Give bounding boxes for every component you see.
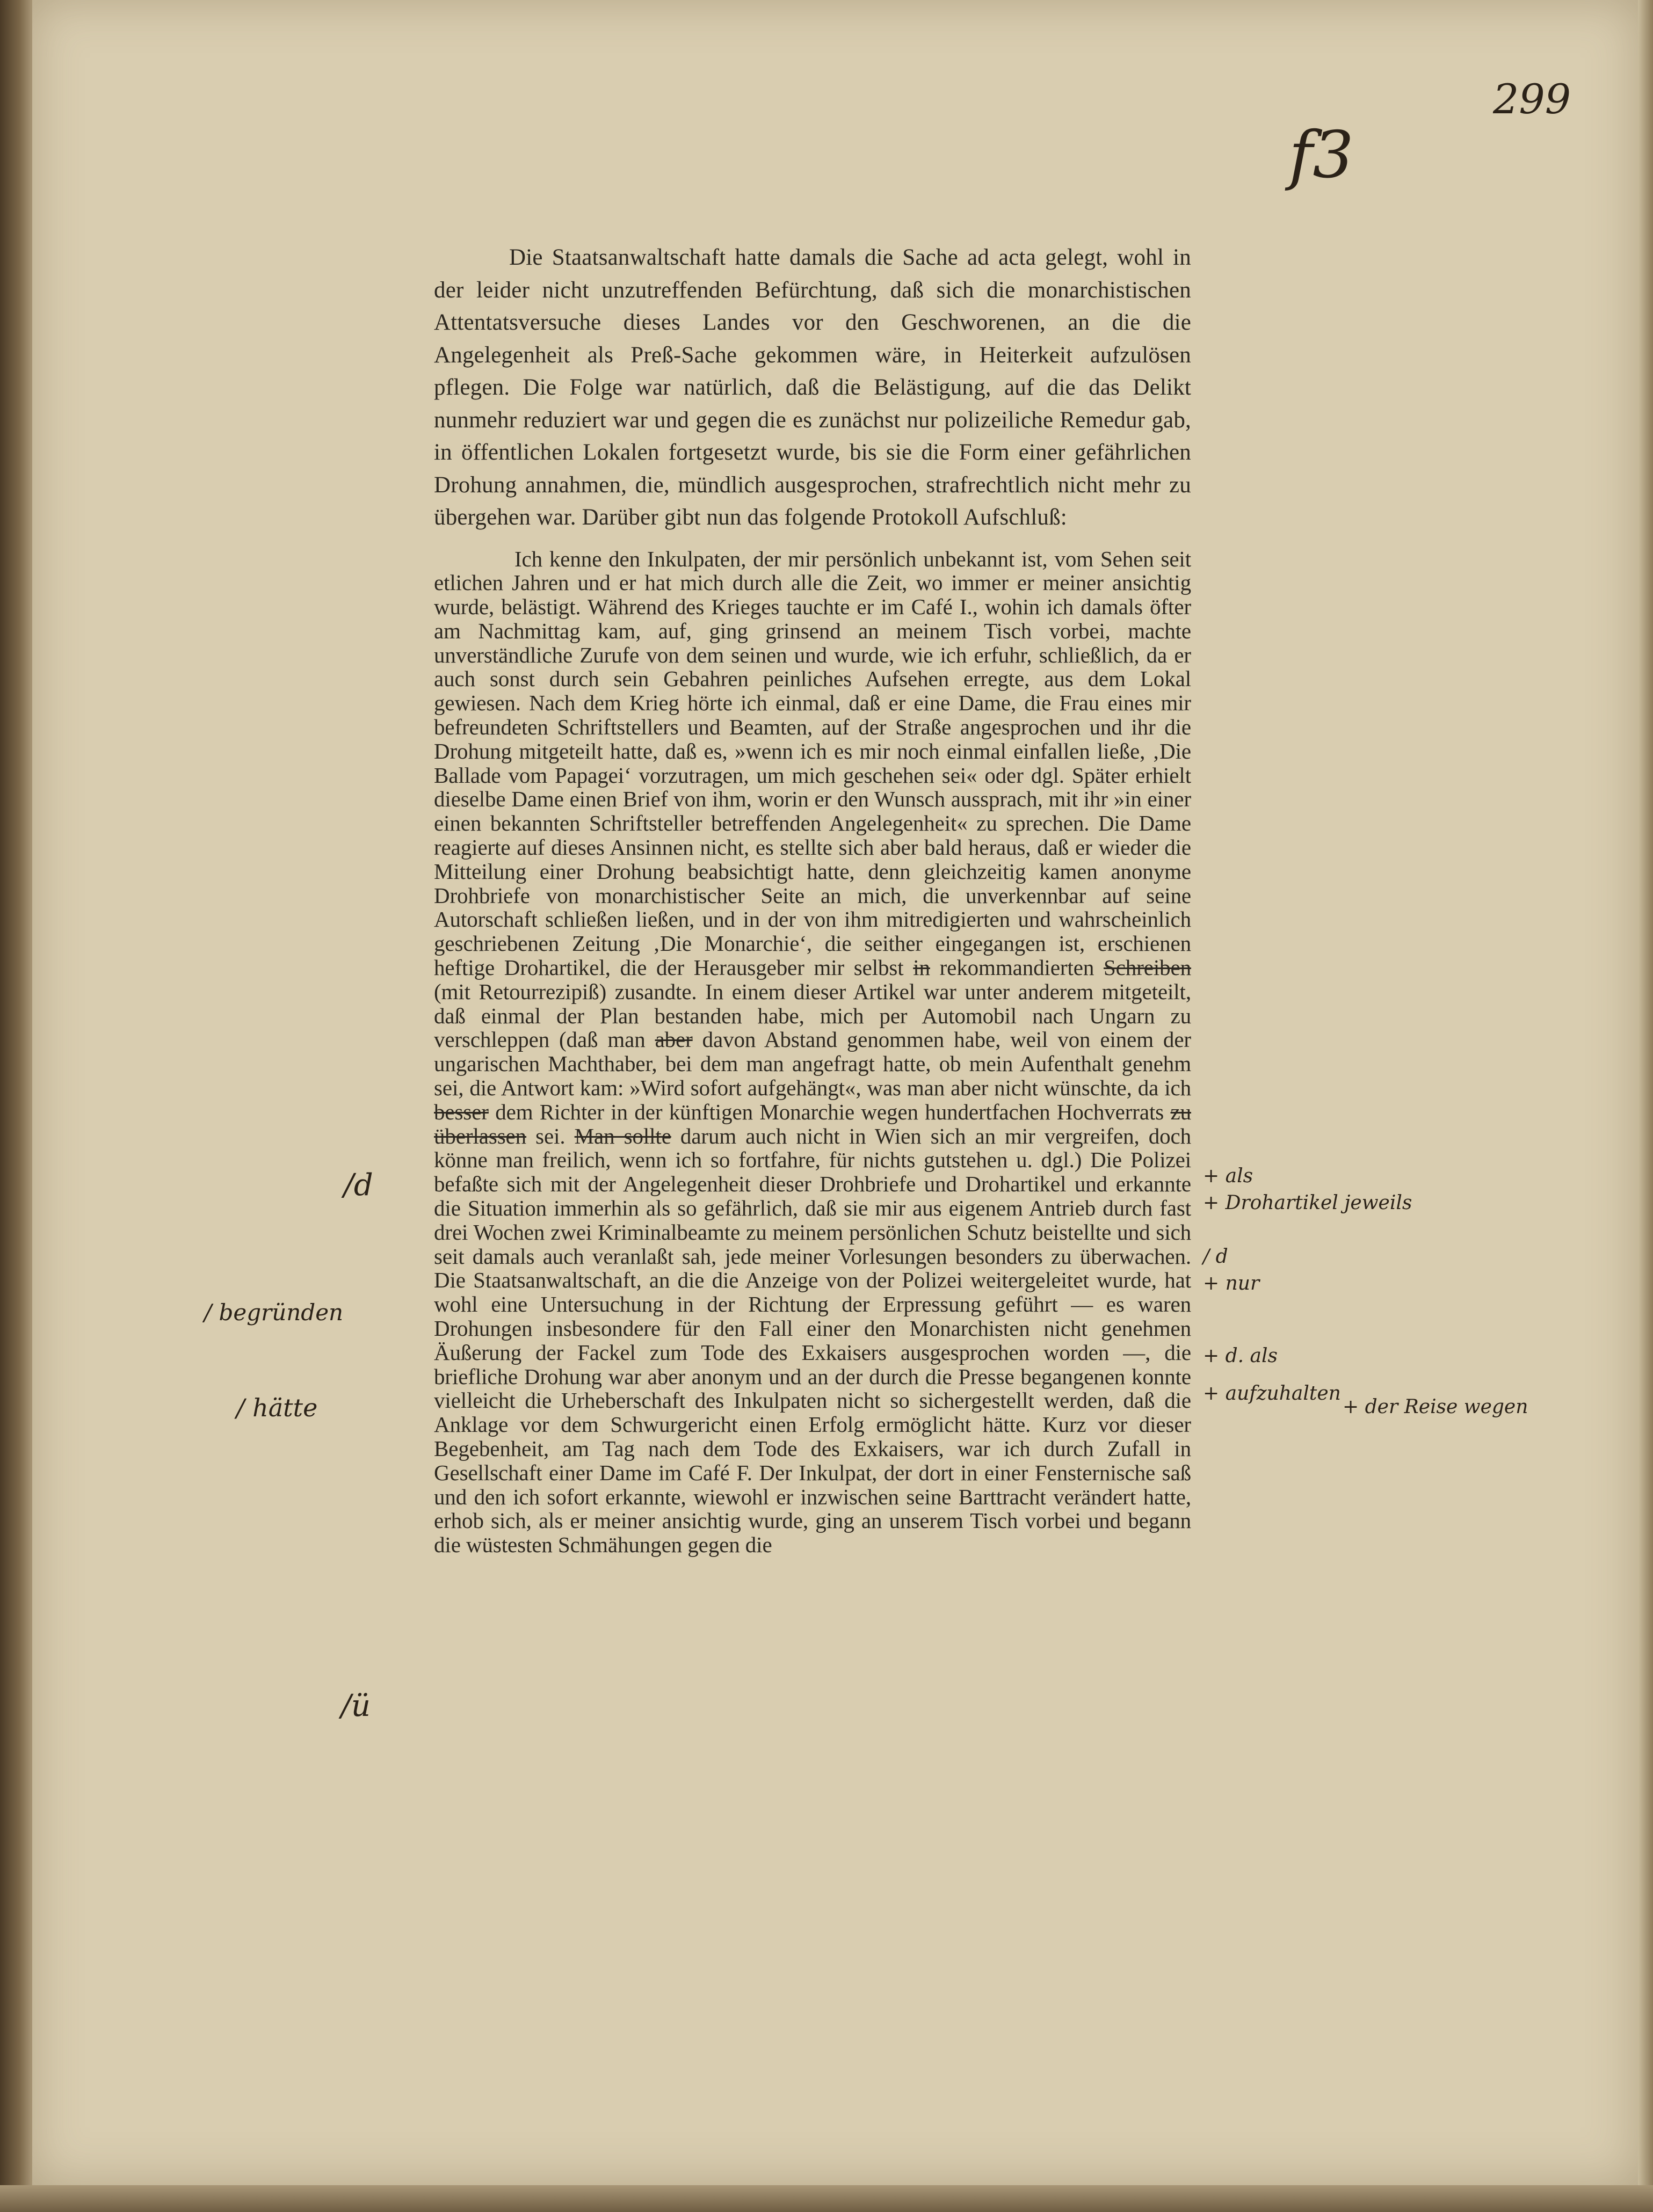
- protocol-text: (mit Retourrezipiß) zusandte. In einem dieser Artikel war unter anderem mitgeteilt, daß einmal der Plan bestanden habe, mich per Automobil nach Ungarn zu verschleppen: [434, 979, 1191, 1052]
- protocol-text: darum auch nicht in Wien sich an mir vergreifen, doch könne man freilich, wenn ich so fortfahre, für nichts gutstehen u. dgl.) Die Polizei befaßte sich mit der Angelegenheit dieser Drohbriefe und Drohartikel und erkannte die Situation immerhin als so gefährlich, daß sie mir aus eigenem Antrieb durch fast drei Wochen zwei Kriminalbeamte zu meinem persönlichen Schutz beistellte und sich seit damals auch veranlaßt sah, jede meiner Vorlesungen besonders zu überwachen. Die Staatsanwaltschaft, an die die Anzeige von der Polizei weitergeleitet wurde, hat wohl eine Untersuchung in der Richtung der Erpressung geführt — es waren Drohungen insbesondere für den Fall einer den Monarchisten nicht genehmen Äußerung der Fackel zum Tode des Exkaisers ausgesprochen worden —, die briefliche Drohung war aber anonym und an der durch die Presse begangenen konnte vielleicht die Urheberschaft des Inkulpaten nicht so sichergestellt werden, daß die Anklage vor dem Schwurgericht einen Erfolg ermöglicht hätte. Kurz vor dieser Begebenheit, am Tag nach dem Tode des Exkaisers, war ich durch Zufall in Gesellschaft einer Dame im Café F. Der Inkulpat, der dort in einer Fensternische saß und den ich sofort erkannte, wiewohl er inzwischen seine Barttracht verändert hatte, erhob sich, als er meiner ansichtig wurde, ging an unserem Tisch vorbei und begann die wüstesten Schmähungen gegen die: [434, 1123, 1192, 1558]
- margin-note-right: + nur: [1203, 1272, 1260, 1294]
- protocol-paragraph: [434, 547, 1191, 1557]
- intro-paragraph: Die Staatsanwaltschaft hatte damals die Sache ad acta gelegt, wohl in der leider nicht unzutreffenden Befürchtung, daß sich die monarchistischen Attentatsversuche dieses Landes vor den Geschworenen, an die die Angelegenheit als Preß-Sache gekommen wäre, in Heiterkeit aufzulösen pflegen. Die Folge war natürlich, daß die Belästigung, auf die das Delikt nunmehr reduziert war und gegen die es zunächst nur polizeiliche Remedur gab, in öffentlichen Lokalen fortgesetzt wurde, bis sie die Form einer gefährlichen Drohung annahmen, die, mündlich ausgesprochen, strafrechtlich nicht mehr zu übergehen war. Darüber gibt nun das folgende Protokoll Aufschluß:: [434, 245, 1191, 530]
- margin-note-right: + aufzuhalten: [1203, 1382, 1341, 1405]
- struck-word: aber: [655, 1027, 693, 1052]
- protocol-text: davon Abstand genommen habe, weil von einem der ungarischen Machthaber, bei dem man angefragt hatte, ob mein Aufenthalt genehm sei, die Antwort kam: »Wird sofort aufgehängt«, was man aber nicht wünschte, da ich: [434, 1027, 1191, 1101]
- protocol-text: rekommandierten: [939, 955, 1094, 980]
- page-edge-bottom: [0, 2185, 1653, 2212]
- handwritten-page-number: 299: [1493, 75, 1571, 123]
- struck-word: Man sollte: [574, 1123, 671, 1148]
- struck-word: zu überlassen: [434, 1099, 1191, 1148]
- protocol-text: sei.: [535, 1123, 566, 1148]
- margin-note-right: + als: [1203, 1165, 1253, 1187]
- page-edge-right: [1638, 0, 1653, 2212]
- margin-note-left: /d: [344, 1168, 373, 1203]
- protocol-text: dem Richter in der künftigen Monarchie wegen hundertfachen Hochverrats: [495, 1099, 1164, 1124]
- struck-word: in: [913, 955, 930, 980]
- margin-note-left: /ü: [341, 1689, 371, 1723]
- struck-word: Schreiben: [1103, 955, 1192, 980]
- margin-note-right: + d. als: [1203, 1345, 1278, 1367]
- handwritten-top-mark: f3: [1289, 118, 1354, 193]
- margin-note-right: + der Reise wegen: [1343, 1396, 1528, 1418]
- margin-note-left: / hätte: [236, 1393, 318, 1422]
- margin-note-left: / begründen: [204, 1299, 344, 1326]
- protocol-text: (daß man: [559, 1027, 646, 1052]
- struck-word: besser: [434, 1099, 489, 1124]
- margin-note-right: / d: [1203, 1246, 1228, 1268]
- protocol-text: Ich kenne den Inkulpaten, der mir persönlich unbekannt ist, vom Sehen seit etlichen Jahren und er hat mich durch alle die Zeit, wo immer er meiner ansichtig wurde, belästigt. Während des Krieges tauchte er im Café I., wohin ich damals öfter am Nachmittag kam, auf, ging grinsend an meinem Tisch vorbei, machte unverständliche Zurufe von dem seinen und wurde, wie ich erfuhr, schließlich, da er auch sonst durch sein Gebahren peinliches Aufsehen erregte, aus dem Lokal gewiesen. Nach dem Krieg hörte ich einmal, daß er eine Dame, die Frau eines mir befreundeten Schriftstellers und Beamten, auf der Straße angesprochen und ihr die Drohung mitgeteilt hatte, daß es, »wenn ich es mir noch einmal einfallen ließe, ‚Die Ballade vom Papagei‘ vorzutragen, um mich geschehen sei« oder dgl. Später erhielt dieselbe Dame einen Brief von ihm, worin er den Wunsch aussprach, mit ihr »in einer einen bekannten Schriftsteller betreffenden Angelegenheit« zu sprechen. Die Dame reagierte auf dieses Ansinnen nicht, es stellte sich aber bald heraus, daß er wieder die Mitteilung einer Drohung beabsichtigt hatte, denn gleichzeitig kamen anonyme Drohbriefe von monarchistischer Seite an mich, die unverkennbar auf seine Autorschaft schließen ließen, und in der von ihm mitredigierten und wahrscheinlich geschriebenen Zeitung ‚Die Monarchie‘, die seither eingegangen ist, erschienen heftige Drohartikel, die der Herausgeber mir selbst: [434, 546, 1191, 980]
- margin-note-right: + Drohartikel jeweils: [1203, 1192, 1412, 1214]
- book-spine: [0, 0, 32, 2212]
- printed-text-column: [434, 242, 1191, 1557]
